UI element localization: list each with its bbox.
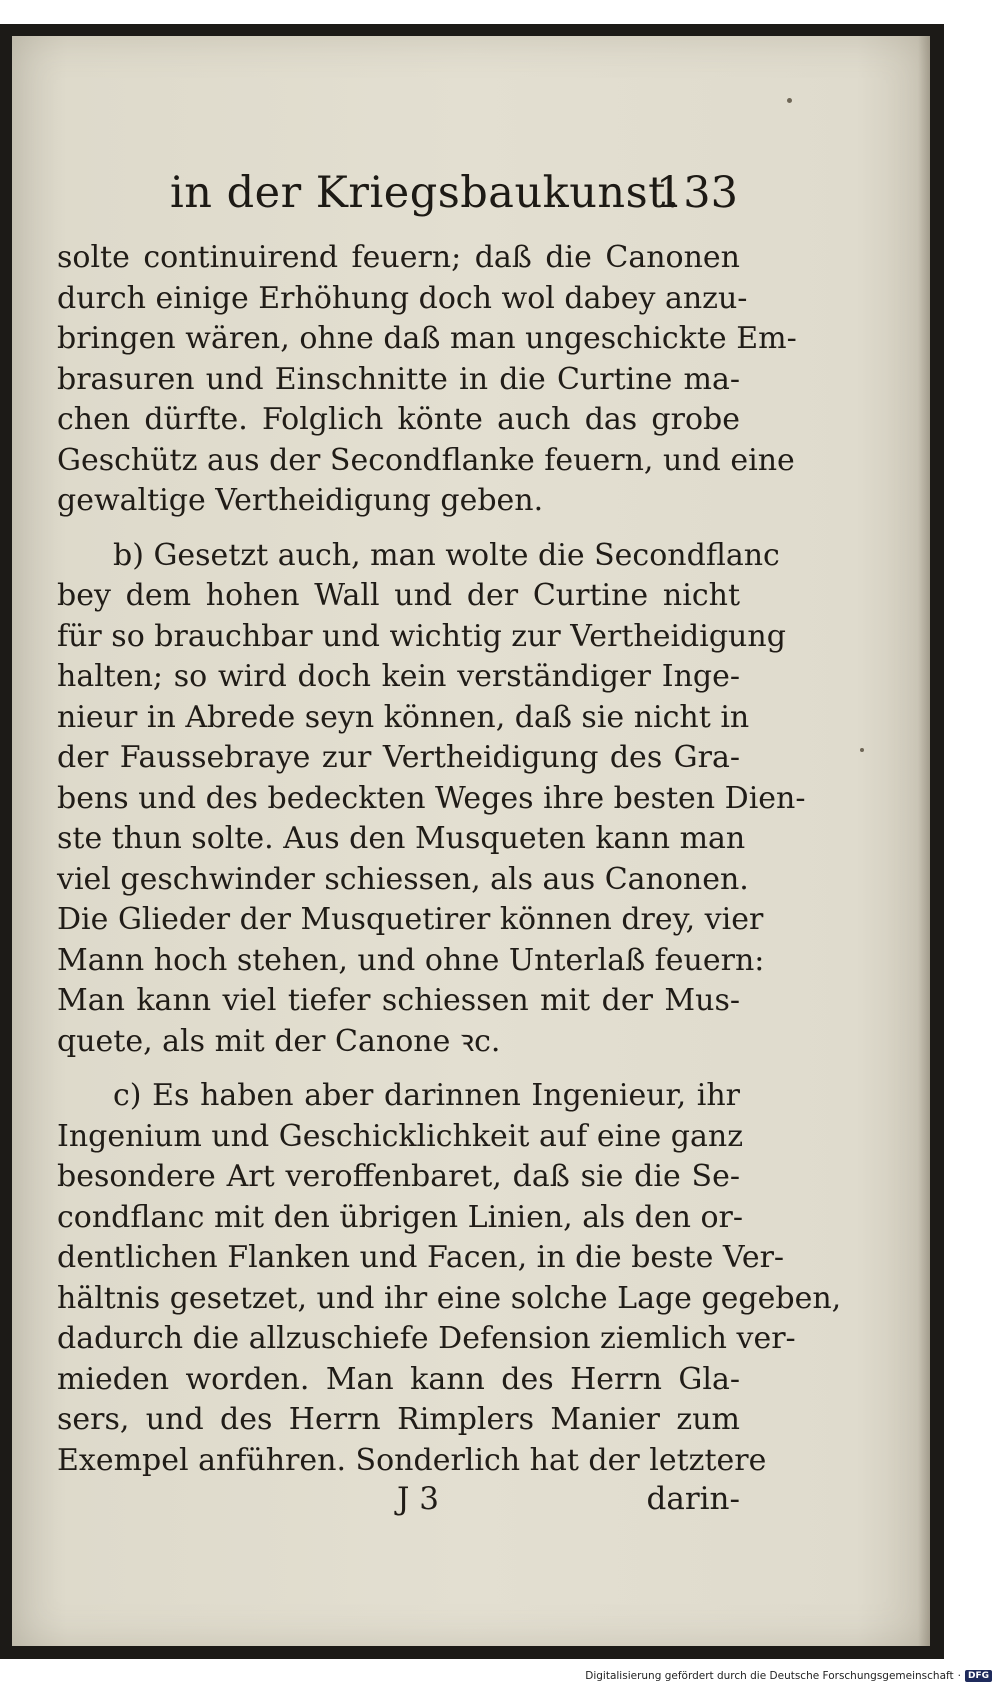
text-line: sers, und des Herrn Rimplers Manier zum bbox=[57, 1402, 740, 1437]
page-footer bbox=[57, 1481, 740, 1527]
page-edge-shadow bbox=[918, 36, 930, 1646]
running-head bbox=[170, 168, 738, 228]
page-number: 133 bbox=[655, 168, 738, 218]
dfg-logo-icon: DFG bbox=[965, 1670, 992, 1682]
text-line: viel geschwinder schiessen, als aus Canonen. bbox=[57, 861, 749, 897]
text-line: bens und des bedeckten Weges ihre besten Dien- bbox=[57, 780, 806, 816]
text-line: c) Es haben aber darinnen Ingenieur, ihr bbox=[113, 1078, 740, 1113]
text-line: nieur in Abrede seyn können, daß sie nicht in bbox=[57, 699, 750, 735]
paper-spot bbox=[787, 98, 792, 103]
text-line: Ingenium und Geschicklichkeit auf eine ganz bbox=[57, 1118, 744, 1154]
text-line: hältnis gesetzet, und ihr eine solche Lage gegeben, bbox=[57, 1280, 842, 1316]
text-line: der Faussebraye zur Vertheidigung des Gra- bbox=[57, 740, 740, 775]
text-line: quete, als mit der Canone ꝛc. bbox=[57, 1023, 501, 1059]
text-line: dadurch die allzuschiefe Defension ziemlich ver- bbox=[57, 1321, 796, 1356]
signature-mark: J 3 bbox=[397, 1481, 440, 1517]
paper-spot bbox=[860, 748, 864, 752]
paragraph-gap bbox=[57, 1062, 740, 1076]
text-line: Man kann viel tiefer schiessen mit der Mus- bbox=[57, 983, 740, 1018]
credit-text: Digitalisierung gefördert durch die Deutsche Forschungsgemeinschaft bbox=[585, 1670, 954, 1682]
text-line: dentlichen Flanken und Facen, in die beste Ver- bbox=[57, 1240, 785, 1275]
text-line: gewaltige Vertheidigung geben. bbox=[57, 483, 544, 518]
text-line: durch einige Erhöhung doch wol dabey anzu- bbox=[57, 280, 748, 316]
text-line: mieden worden. Man kann des Herrn Gla- bbox=[57, 1361, 740, 1397]
text-line: Die Glieder der Musquetirer können drey, vier bbox=[57, 902, 764, 937]
text-line: chen dürfte. Folglich könte auch das grobe bbox=[57, 402, 740, 437]
text-line: für so brauchbar und wichtig zur Vertheidigung bbox=[57, 618, 786, 654]
text-line: bringen wären, ohne daß man ungeschickte Em- bbox=[57, 321, 797, 356]
running-title: in der Kriegsbaukunst. bbox=[170, 168, 681, 218]
text-line: halten; so wird doch kein verständiger Inge- bbox=[57, 659, 740, 694]
credit-separator: · bbox=[957, 1670, 961, 1682]
text-line: besondere Art veroffenbaret, daß sie die Se- bbox=[57, 1159, 740, 1194]
text-line: Exempel anführen. Sonderlich hat der letztere bbox=[57, 1442, 767, 1478]
text-line: solte continuirend feuern; daß die Canonen bbox=[57, 240, 740, 275]
text-line: Mann hoch stehen, und ohne Unterlaß feuern: bbox=[57, 942, 765, 978]
digitization-credit bbox=[585, 1670, 992, 1682]
text-line: condflanc mit den übrigen Linien, als den or- bbox=[57, 1199, 744, 1235]
paragraph-gap bbox=[57, 522, 740, 536]
text-line: Geschütz aus der Secondflanke feuern, und eine bbox=[57, 442, 795, 478]
text-line: brasuren und Einschnitte in die Curtine ma- bbox=[57, 361, 740, 397]
text-line: ste thun solte. Aus den Musqueten kann man bbox=[57, 821, 746, 856]
text-line: b) Gesetzt auch, man wolte die Secondflanc bbox=[113, 537, 780, 573]
catchword: darin- bbox=[646, 1481, 740, 1517]
text-line: bey dem hohen Wall und der Curtine nicht bbox=[57, 578, 740, 613]
body-text bbox=[57, 238, 842, 1481]
